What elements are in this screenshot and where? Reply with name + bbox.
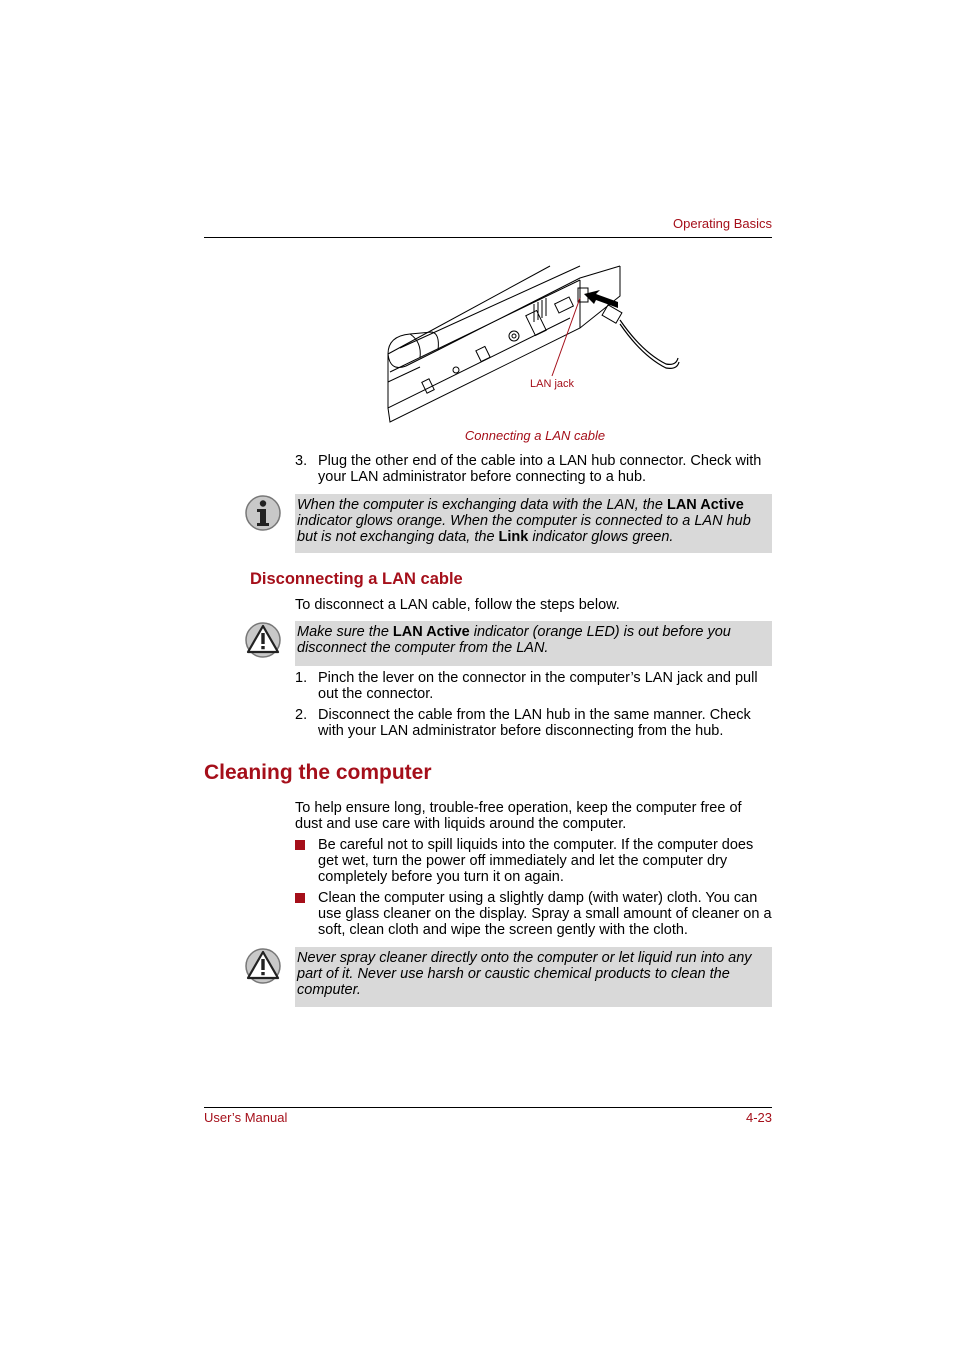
list-item [295, 837, 772, 887]
lan-jack-callout: LAN jack [530, 378, 575, 390]
note-bold-term: Link [498, 529, 529, 545]
note-bold-term: LAN Active [392, 624, 470, 640]
lan-cable-figure [380, 262, 690, 430]
warning-icon [244, 947, 282, 985]
step-text: Plug the other end of the cable into a LAN hub connector. Check with your LAN administrator before connecting to a hub. [318, 453, 762, 485]
step-number: 1. [295, 670, 308, 686]
step-item [295, 453, 772, 487]
running-header: Operating Basics [673, 216, 772, 231]
caution-note [295, 621, 772, 666]
bullet-marker [295, 893, 305, 903]
section-heading: Disconnecting a LAN cable [250, 570, 463, 588]
step-text: Disconnect the cable from the LAN hub in the same manner. Check with your LAN administrator before disconnecting from the hub. [318, 707, 751, 739]
note-text: indicator glows green. [528, 529, 674, 545]
step-item [295, 670, 772, 704]
page-number: 4-23 [745, 1110, 772, 1125]
note-text: Make sure the [297, 624, 393, 640]
list-item [295, 890, 772, 940]
footer-rule [204, 1107, 772, 1108]
figure-caption: Connecting a LAN cable [464, 428, 606, 443]
chapter-section-heading: Cleaning the computer [204, 761, 432, 784]
info-note [295, 494, 772, 553]
laptop-rear-illustration [380, 262, 690, 430]
step-number: 2. [295, 707, 308, 723]
warning-icon [244, 621, 282, 659]
footer-manual-title: User’s Manual [204, 1110, 288, 1125]
header-rule [204, 237, 772, 238]
caution-note: Never spray cleaner directly onto the computer or let liquid run into any part of it. Never use harsh or caustic chemical products to clean the computer. [295, 947, 772, 1007]
note-text: indicator glows orange. When the computer is connected to a LAN hub but is not exchanging data, the [297, 513, 751, 545]
step-item [295, 707, 772, 741]
step-text: Pinch the lever on the connector in the computer’s LAN jack and pull out the connector. [318, 670, 758, 702]
list-item-text: Clean the computer using a slightly damp (with water) cloth. You can use glass cleaner on the display. Spray a small amount of cleaner on a soft, clean cloth and wipe the screen gently with the cloth. [318, 890, 772, 938]
note-bold-term: LAN Active [666, 497, 744, 513]
list-item-text: Be careful not to spill liquids into the computer. If the computer does get wet, turn the power off immediately and let the computer dry completely before you turn it on again. [318, 837, 754, 885]
section-intro: To help ensure long, trouble-free operation, keep the computer free of dust and use care with liquids around the computer. [295, 800, 742, 832]
note-text: When the computer is exchanging data with the LAN, the [297, 497, 667, 513]
bullet-marker [295, 840, 305, 850]
note-text: indicator (orange LED) is out before you disconnect the computer from the LAN. [297, 624, 731, 656]
section-intro: To disconnect a LAN cable, follow the steps below. [295, 597, 620, 613]
step-number: 3. [295, 453, 308, 469]
info-icon [244, 494, 282, 532]
